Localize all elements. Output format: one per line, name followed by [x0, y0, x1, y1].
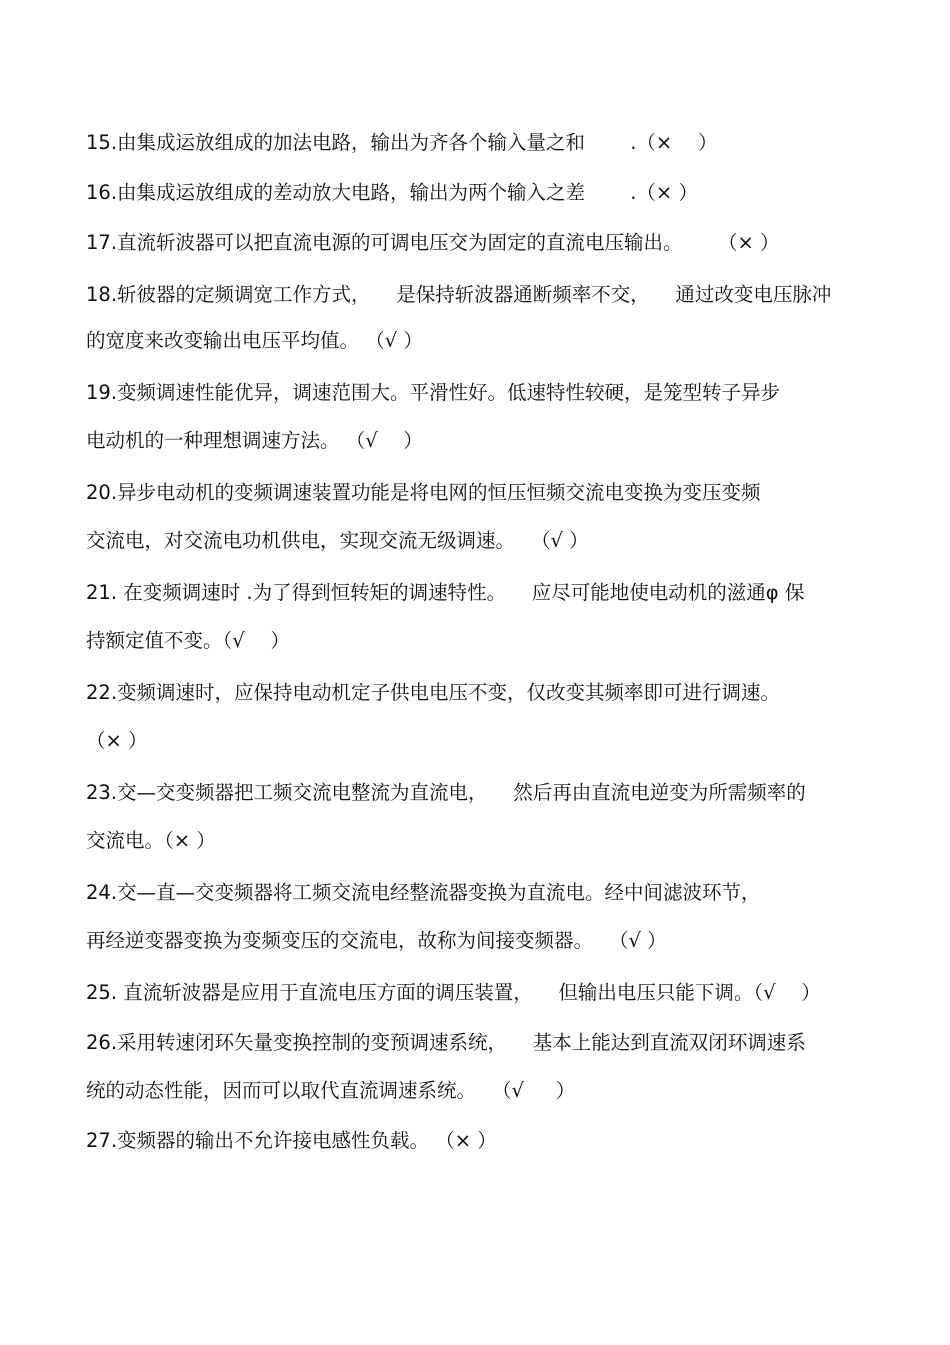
text-line-26b: 统的动态性能，因而可以取代直流调速系统。 （√ ） — [86, 1079, 576, 1102]
text-line-19a: 19.变频调速性能优异，调速范围大。平滑性好。低速特性较硬，是笼型转子异步 — [86, 381, 781, 404]
text-line-15: 15.由集成运放组成的加法电路，输出为齐各个输入量之和 .（× ） — [86, 131, 718, 154]
text-line-20b: 交流电，对交流电功机供电，实现交流无级调速。 （√ ） — [86, 529, 589, 552]
text-line-18b: 的宽度来改变输出电压平均值。 （√ ） — [86, 329, 423, 352]
text-line-24a: 24.交—直—交变频器将工频交流电经整流器变换为直流电。经中间滤波环节， — [86, 881, 761, 904]
text-line-25: 25. 直流斩波器是应用于直流电压方面的调压装置， 但输出电压只能下调。（√ ） — [86, 981, 821, 1004]
text-line-16: 16.由集成运放组成的差动放大电路，输出为两个输入之差 .（× ） — [86, 181, 698, 204]
text-line-21a: 21. 在变频调速时 .为了得到恒转矩的调速特性。 应尽可能地使电动机的滋通φ 保 — [86, 581, 805, 604]
text-line-26a: 26.采用转速闭环矢量变换控制的变预调速系统， 基本上能达到直流双闭环调速系 — [86, 1031, 806, 1054]
text-line-19b: 电动机的一种理想调速方法。 （√ ） — [86, 429, 423, 452]
text-line-17: 17.直流斩波器可以把直流电源的可调电压交为固定的直流电压输出。 （× ） — [86, 231, 780, 254]
text-line-22b: （× ） — [86, 729, 148, 752]
text-line-23b: 交流电。（× ） — [86, 829, 216, 852]
text-line-21b: 持额定值不变。（√ ） — [86, 629, 290, 652]
text-line-18a: 18.斩彼器的定频调宽工作方式， 是保持斩波器通断频率不交， 通过改变电压脉冲 — [86, 283, 832, 306]
text-line-23a: 23.交—交变频器把工频交流电整流为直流电， 然后再由直流电逆变为所需频率的 — [86, 781, 806, 804]
text-line-20a: 20.异步电动机的变频调速装置功能是将电网的恒压恒频交流电变换为变压变频 — [86, 481, 761, 504]
text-line-27: 27.变频器的输出不允许接电感性负载。 （× ） — [86, 1129, 497, 1152]
text-line-22a: 22.变频调速时，应保持电动机定子供电电压不变，仅改变其频率即可进行调速。 — [86, 681, 781, 704]
text-line-24b: 再经逆变器变换为变频变压的交流电，故称为间接变频器。 （√ ） — [86, 929, 667, 952]
